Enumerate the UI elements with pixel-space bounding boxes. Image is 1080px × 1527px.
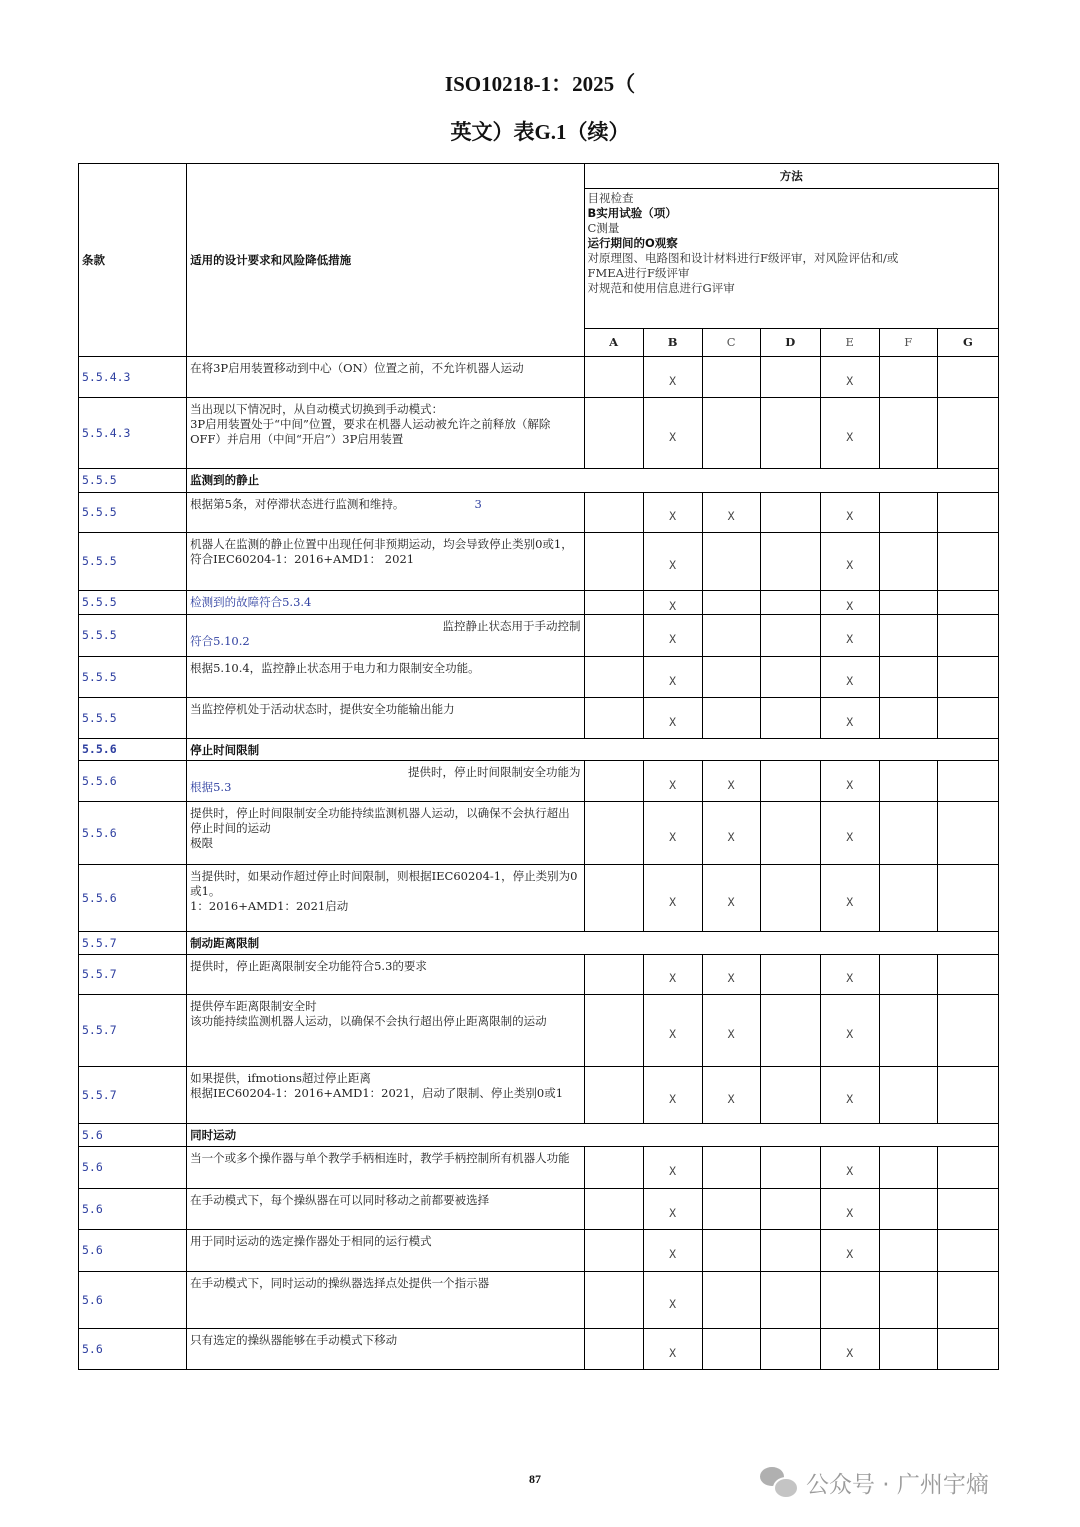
- method-mark-f: [879, 802, 937, 865]
- table-row: [79, 698, 999, 739]
- method-mark-e: X: [820, 1230, 879, 1272]
- method-mark-c: [702, 357, 760, 398]
- method-mark-c: X: [702, 865, 760, 932]
- requirement-line: 极限: [190, 836, 214, 850]
- clause-cell: 5.6: [79, 1189, 187, 1230]
- requirement-text: 监控静止状态用于手动控制: [442, 619, 581, 633]
- clause-cell: 5.6: [79, 1147, 187, 1189]
- method-mark-f: [879, 1329, 937, 1370]
- method-mark-a: [584, 398, 643, 469]
- method-mark-f: [879, 533, 937, 591]
- legend-line: 对规范和使用信息进行G评审: [587, 281, 735, 295]
- table-row: [79, 1272, 999, 1329]
- method-mark-g: [937, 865, 998, 932]
- method-mark-e: X: [820, 1067, 879, 1124]
- document-title-line2: 英文）表G.1（续）: [450, 120, 630, 144]
- method-mark-e: X: [820, 698, 879, 739]
- method-mark-g: [937, 533, 998, 591]
- method-mark-b: X: [643, 995, 702, 1067]
- clause-cell: 5.5.6: [79, 802, 187, 865]
- method-mark-b: X: [643, 802, 702, 865]
- method-mark-c: [702, 1329, 760, 1370]
- header-requirement: 适用的设计要求和风险降低措施: [187, 164, 584, 357]
- requirement-text: 当一个或多个操作器与单个教学手柄相连时，教学手柄控制所有机器人功能: [190, 1151, 570, 1165]
- method-mark-g: [937, 1329, 998, 1370]
- requirement-text: 当监控停机处于活动状态时，提供安全功能输出能力: [190, 702, 455, 716]
- method-mark-a: [584, 802, 643, 865]
- table-row: [79, 591, 999, 615]
- method-mark-d: [760, 615, 820, 657]
- method-mark-a: [584, 1067, 643, 1124]
- clause-cell: 5.5.6: [79, 739, 187, 761]
- method-mark-e: [820, 1272, 879, 1329]
- legend-line: B实用试验（项）: [587, 206, 677, 220]
- header-clause: 条款: [79, 164, 187, 357]
- method-mark-e: X: [820, 398, 879, 469]
- method-mark-e: X: [820, 615, 879, 657]
- method-mark-g: [937, 615, 998, 657]
- clause-cell: 5.5.6: [79, 761, 187, 802]
- clause-cell: 5.5.7: [79, 932, 187, 955]
- method-mark-a: [584, 533, 643, 591]
- method-mark-b: X: [643, 1329, 702, 1370]
- method-mark-b: X: [643, 357, 702, 398]
- method-column-d: D: [760, 329, 820, 357]
- wechat-icon: [760, 1467, 798, 1497]
- clause-cell: 5.5.4.3: [79, 357, 187, 398]
- method-mark-b: X: [643, 493, 702, 533]
- method-mark-a: [584, 657, 643, 698]
- method-mark-f: [879, 761, 937, 802]
- method-mark-g: [937, 493, 998, 533]
- method-mark-g: [937, 995, 998, 1067]
- method-mark-g: [937, 591, 998, 615]
- clause-cell: 5.5.6: [79, 865, 187, 932]
- clause-cell: 5.5.4.3: [79, 398, 187, 469]
- method-mark-f: [879, 357, 937, 398]
- method-column-c: C: [702, 329, 760, 357]
- legend-line: FMEA进行F级评审: [587, 266, 690, 280]
- method-mark-c: [702, 698, 760, 739]
- method-mark-e: X: [820, 761, 879, 802]
- method-mark-c: X: [702, 995, 760, 1067]
- requirement-text: 用于同时运动的选定操作器处于相同的运行模式: [190, 1234, 432, 1248]
- requirement-text: 在将3P启用装置移动到中心（ON）位置之前，不允许机器人运动: [190, 361, 524, 375]
- method-mark-e: X: [820, 493, 879, 533]
- clause-cell: 5.5.5: [79, 469, 187, 493]
- method-mark-c: [702, 1272, 760, 1329]
- requirement-cell: [187, 357, 584, 398]
- section-row: [79, 469, 999, 493]
- method-mark-g: [937, 1230, 998, 1272]
- method-mark-c: X: [702, 955, 760, 995]
- legend-line: C测量: [587, 221, 620, 235]
- requirement-cell: 监测到的静止: [187, 469, 999, 493]
- method-mark-e: X: [820, 865, 879, 932]
- table-row: [79, 357, 999, 398]
- method-mark-a: [584, 1272, 643, 1329]
- requirement-cell: [187, 533, 584, 591]
- method-mark-d: [760, 995, 820, 1067]
- method-mark-c: [702, 657, 760, 698]
- method-mark-a: [584, 865, 643, 932]
- method-mark-b: X: [643, 1147, 702, 1189]
- clause-cell: 5.5.5: [79, 591, 187, 615]
- method-mark-e: X: [820, 1329, 879, 1370]
- requirement-line: 该功能持续监测机器人运动，以确保不会执行超出停止距离限制的运动: [190, 1014, 547, 1028]
- requirement-cell: [187, 698, 584, 739]
- method-mark-b: X: [643, 955, 702, 995]
- requirement-text: 提供时，停止时间限制安全功能为: [408, 765, 581, 779]
- requirement-text: 检测到的故障符合5.3.4: [190, 595, 312, 609]
- method-mark-b: X: [643, 591, 702, 615]
- clause-cell: 5.5.7: [79, 955, 187, 995]
- method-mark-g: [937, 357, 998, 398]
- method-mark-f: [879, 1230, 937, 1272]
- table-row: [79, 493, 999, 533]
- method-mark-d: [760, 533, 820, 591]
- legend-line: 对原理图、电路图和设计材料进行F级评审，对风险评估和/或: [587, 251, 899, 265]
- header-method: 方法: [584, 164, 998, 189]
- clause-cell: 5.5.5: [79, 657, 187, 698]
- table-row: [79, 398, 999, 469]
- method-mark-e: X: [820, 995, 879, 1067]
- table-row: [79, 761, 999, 802]
- clause-cell: 5.6: [79, 1124, 187, 1147]
- clause-cell: 5.6: [79, 1230, 187, 1272]
- requirement-text: 机器人在监测的静止位置中出现任何非预期运动，均会导致停止类别0或1，符合IEC60204-1：2016+AMD1： 2021: [190, 537, 573, 566]
- legend-line: 目视检查: [587, 191, 634, 205]
- clause-cell: 5.5.7: [79, 995, 187, 1067]
- method-column-b: B: [643, 329, 702, 357]
- requirement-cell: [187, 591, 584, 615]
- method-mark-g: [937, 802, 998, 865]
- requirement-cell: [187, 1067, 584, 1124]
- method-mark-b: X: [643, 398, 702, 469]
- requirement-cell: [187, 802, 584, 865]
- requirement-cell: 停止时间限制: [187, 739, 999, 761]
- method-column-g: G: [937, 329, 998, 357]
- requirement-text: 提供时，停止距离限制安全功能符合5.3的要求: [190, 959, 427, 973]
- method-mark-d: [760, 761, 820, 802]
- method-mark-f: [879, 1272, 937, 1329]
- method-mark-e: X: [820, 1147, 879, 1189]
- method-mark-b: X: [643, 761, 702, 802]
- method-mark-d: [760, 802, 820, 865]
- method-mark-g: [937, 1067, 998, 1124]
- method-mark-c: [702, 1147, 760, 1189]
- method-mark-d: [760, 493, 820, 533]
- method-mark-e: X: [820, 591, 879, 615]
- method-mark-b: X: [643, 1067, 702, 1124]
- method-mark-d: [760, 1272, 820, 1329]
- method-mark-g: [937, 398, 998, 469]
- method-mark-f: [879, 591, 937, 615]
- clause-cell: 5.5.5: [79, 698, 187, 739]
- method-mark-b: X: [643, 698, 702, 739]
- method-mark-d: [760, 657, 820, 698]
- method-mark-g: [937, 1147, 998, 1189]
- method-mark-g: [937, 698, 998, 739]
- method-mark-c: X: [702, 493, 760, 533]
- clause-cell: 5.5.5: [79, 493, 187, 533]
- method-mark-f: [879, 865, 937, 932]
- requirement-line: 根据IEC60204-1：2016+AMD1：2021，启动了限制、停止类别0或1: [190, 1086, 564, 1100]
- requirement-line: 如果提供，ifmotions超过停止距离: [190, 1071, 371, 1085]
- method-column-e: E: [820, 329, 879, 357]
- method-mark-g: [937, 761, 998, 802]
- method-mark-g: [937, 657, 998, 698]
- method-mark-f: [879, 657, 937, 698]
- requirement-cell: [187, 995, 584, 1067]
- watermark: [760, 1462, 989, 1502]
- requirement-text: 在手动模式下，同时运动的操纵器选择点处提供一个指示器: [190, 1276, 490, 1290]
- method-mark-b: X: [643, 865, 702, 932]
- table-row: [79, 802, 999, 865]
- method-legend: [584, 189, 998, 329]
- requirement-line: 1：2016+AMD1：2021启动: [190, 899, 349, 913]
- method-mark-a: [584, 1189, 643, 1230]
- method-mark-f: [879, 493, 937, 533]
- method-mark-b: X: [643, 1272, 702, 1329]
- method-mark-f: [879, 955, 937, 995]
- method-mark-g: [937, 955, 998, 995]
- method-mark-f: [879, 995, 937, 1067]
- requirement-line: 提供停车距离限制安全时: [190, 999, 317, 1013]
- method-mark-b: X: [643, 1230, 702, 1272]
- method-mark-c: [702, 1230, 760, 1272]
- table-row: [79, 1147, 999, 1189]
- method-mark-c: [702, 533, 760, 591]
- method-mark-d: [760, 1147, 820, 1189]
- method-mark-d: [760, 1230, 820, 1272]
- method-mark-d: [760, 698, 820, 739]
- method-column-f: F: [879, 329, 937, 357]
- clause-cell: 5.6: [79, 1329, 187, 1370]
- method-mark-a: [584, 995, 643, 1067]
- table-row: [79, 1189, 999, 1230]
- requirement-cell: [187, 398, 584, 469]
- requirement-line: 3P启用装置处于“中间”位置，要求在机器人运动被允许之前释放（解除OFF）并启用（中间“开启”）3P启用装置: [190, 417, 551, 446]
- section-row: [79, 932, 999, 955]
- method-mark-c: X: [702, 802, 760, 865]
- method-mark-e: X: [820, 657, 879, 698]
- clause-cell: 5.5.5: [79, 533, 187, 591]
- table-row: [79, 657, 999, 698]
- requirement-reference: 符合5.10.2: [190, 634, 250, 648]
- requirement-cell: [187, 1272, 584, 1329]
- method-mark-c: X: [702, 1067, 760, 1124]
- method-mark-a: [584, 1230, 643, 1272]
- method-mark-c: X: [702, 761, 760, 802]
- method-mark-d: [760, 865, 820, 932]
- table-row: [79, 1230, 999, 1272]
- method-mark-a: [584, 357, 643, 398]
- table-row: [79, 615, 999, 657]
- requirement-text: 根据5.10.4，监控静止状态用于电力和力限制安全功能。: [190, 661, 480, 675]
- table-row: [79, 865, 999, 932]
- method-mark-d: [760, 955, 820, 995]
- page-number: 87: [529, 1472, 541, 1486]
- requirement-line: 当出现以下情况时，从自动模式切换到手动模式：: [190, 402, 444, 416]
- requirement-cell: 同时运动: [187, 1124, 999, 1147]
- document-title-line1: ISO10218-1：2025（: [444, 72, 636, 96]
- method-mark-f: [879, 1147, 937, 1189]
- legend-line: 运行期间的O观察: [587, 236, 678, 250]
- method-mark-g: [937, 1189, 998, 1230]
- requirement-cell: [187, 1147, 584, 1189]
- method-mark-f: [879, 1067, 937, 1124]
- requirement-cell: [187, 1329, 584, 1370]
- requirement-cell: [187, 615, 584, 657]
- method-mark-e: X: [820, 357, 879, 398]
- method-mark-e: X: [820, 802, 879, 865]
- method-mark-c: [702, 591, 760, 615]
- requirement-text: 在手动模式下，每个操纵器在可以同时移动之前都要被选择: [190, 1193, 490, 1207]
- clause-cell: 5.5.5: [79, 615, 187, 657]
- section-row: [79, 1124, 999, 1147]
- method-mark-b: X: [643, 657, 702, 698]
- table-row: [79, 995, 999, 1067]
- method-mark-b: X: [643, 615, 702, 657]
- requirement-line: 当提供时，如果动作超过停止时间限制，则根据IEC60204-1，停止类别为0或1。: [190, 869, 578, 898]
- footnote-ref: 3: [474, 497, 482, 511]
- requirement-cell: [187, 865, 584, 932]
- method-mark-e: X: [820, 533, 879, 591]
- requirement-cell: [187, 657, 584, 698]
- method-mark-c: [702, 615, 760, 657]
- section-row: [79, 739, 999, 761]
- requirement-text: 只有选定的操纵器能够在手动模式下移动: [190, 1333, 398, 1347]
- method-mark-d: [760, 398, 820, 469]
- method-mark-d: [760, 1329, 820, 1370]
- method-mark-f: [879, 698, 937, 739]
- requirement-cell: [187, 1230, 584, 1272]
- method-mark-a: [584, 955, 643, 995]
- method-mark-a: [584, 761, 643, 802]
- table-row: [79, 955, 999, 995]
- method-mark-a: [584, 493, 643, 533]
- method-mark-d: [760, 1067, 820, 1124]
- requirement-cell: [187, 493, 584, 533]
- method-mark-f: [879, 615, 937, 657]
- requirements-table: [78, 163, 999, 1370]
- method-mark-a: [584, 591, 643, 615]
- clause-cell: 5.5.7: [79, 1067, 187, 1124]
- requirement-line: 提供时，停止时间限制安全功能持续监测机器人运动，以确保不会执行超出停止时间的运动: [190, 806, 570, 835]
- requirement-cell: [187, 955, 584, 995]
- method-mark-d: [760, 1189, 820, 1230]
- method-mark-d: [760, 591, 820, 615]
- requirement-cell: 制动距离限制: [187, 932, 999, 955]
- method-mark-b: X: [643, 533, 702, 591]
- method-mark-a: [584, 698, 643, 739]
- method-mark-b: X: [643, 1189, 702, 1230]
- table-row: [79, 1067, 999, 1124]
- method-mark-c: [702, 398, 760, 469]
- method-mark-e: X: [820, 955, 879, 995]
- method-mark-a: [584, 1147, 643, 1189]
- table-row: [79, 533, 999, 591]
- method-mark-c: [702, 1189, 760, 1230]
- method-mark-d: [760, 357, 820, 398]
- requirement-cell: [187, 761, 584, 802]
- table-row: [79, 1329, 999, 1370]
- watermark-text: 公众号 · 广州宇熵: [806, 1471, 989, 1498]
- method-mark-f: [879, 398, 937, 469]
- requirement-cell: [187, 1189, 584, 1230]
- method-mark-g: [937, 1272, 998, 1329]
- method-mark-e: X: [820, 1189, 879, 1230]
- requirement-text: 根据第5条，对停滞状态进行监测和维持。: [190, 497, 405, 511]
- method-column-a: A: [584, 329, 643, 357]
- method-mark-a: [584, 1329, 643, 1370]
- method-mark-f: [879, 1189, 937, 1230]
- clause-cell: 5.6: [79, 1272, 187, 1329]
- requirement-reference: 根据5.3: [190, 780, 232, 794]
- method-mark-a: [584, 615, 643, 657]
